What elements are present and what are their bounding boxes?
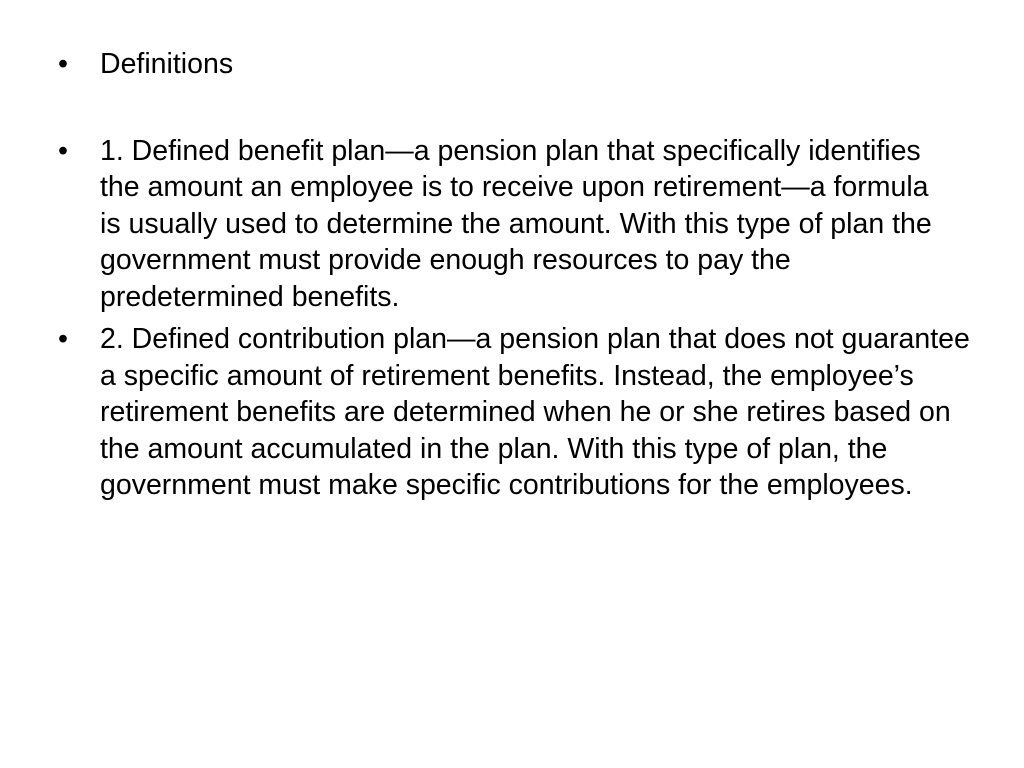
bullet-icon: • [58, 134, 68, 167]
bullet-item-definitions [58, 46, 978, 83]
bullet-item-defined-benefit-plan [58, 133, 978, 316]
bullet-item-defined-contribution-plan [58, 321, 978, 504]
heading-text: Definitions [100, 48, 234, 80]
bullet-list [58, 46, 978, 504]
defined-benefit-text: 1. Defined benefit plan—a pension plan that specifically identifies the amount an employee is to receive upon retirement—a formula is usually used to determine the amount. With this type of plan the government must provide enough resources to pay the predetermined benefits. [100, 134, 932, 313]
bullet-icon: • [58, 48, 68, 80]
defined-contribution-text: 2. Defined contribution plan—a pension plan that does not guarantee a specific amount of retirement benefits. Instead, the employee’s retirement benefits are determined when he or she retires based on the amount accumulated in the plan. With this type of plan, the government must make specific contributions for the employees. [100, 323, 970, 501]
bullet-icon: • [58, 323, 68, 355]
